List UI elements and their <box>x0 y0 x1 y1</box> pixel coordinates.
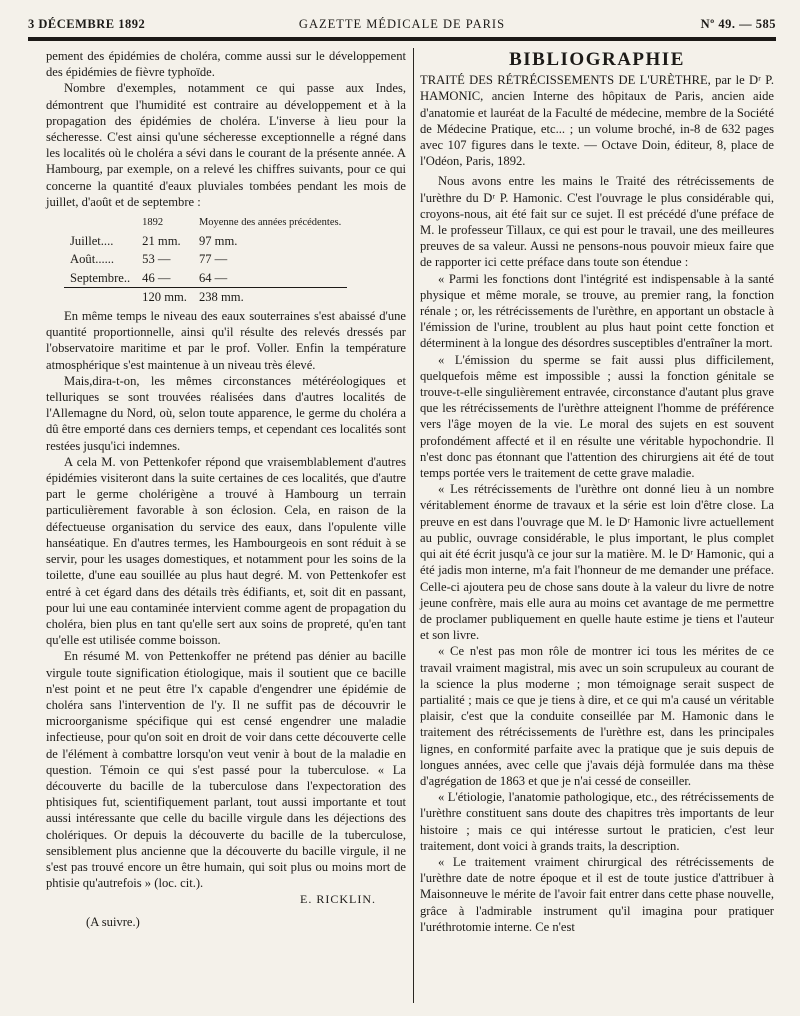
paragraph: pement des épidémies de choléra, comme aussi sur le développement des épidémies de fièvre typhoïde. <box>46 49 406 80</box>
paragraph: « L'émission du sperme se fait aussi plus difficilement, quelquefois même est impossible ; aussi la fonction génitale se trouve-t-elle singulièrement entravée, circonstance d'autant plus grave que les rétrécissements de l'urèthre atteignent l'homme de préférence vers l'âge moyen de la vie. Le moral des sujets en est souvent profondément affecté et il en résulte une véritable hypochondrie. Il n'est donc pas étonnant que l'attention des chirurgiens ait été de tout temps portée vers le traitement de cette grave maladie. <box>420 352 774 481</box>
issue-date: 3 DÉCEMBRE 1892 <box>28 17 146 31</box>
column-divider <box>413 48 414 1003</box>
page-number: Nº 49. — 585 <box>700 17 776 31</box>
table-row: Juillet.... 21 mm. 97 mm. <box>70 234 238 249</box>
paragraph: « L'étiologie, l'anatomie pathologique, etc., des rétrécissements de l'urèthre constituent sans doute des chapitres très importants de leur histoire ; mais ce qui intéresse surtout le praticien, c'est leur traitement, dont voici à grands traits, la description. <box>420 790 774 853</box>
paragraph: En même temps le niveau des eaux souterraines s'est abaissé d'une quantité proportionnelle, ainsi qu'il résulte des relevés dressés par l'observatoire maritime et par le prof. Voller. Enfin la température atmosphérique s'est maintenue à un niveau très élevé. <box>46 309 406 372</box>
paragraph: « Le traitement vraiment chirurgical des rétrécissements de l'urèthre date de notre époque et il est de toute justice d'attribuer à Maisonneuve le mérite de l'avoir fait entrer dans cette phase nouvelle, grâce à l'admirable instrument qu'il imagina pour pratiquer l'uréthrotomie interne. Ce n'est <box>420 854 774 934</box>
table-header-average: Moyenne des années précédentes. <box>198 217 342 229</box>
header-rule <box>28 37 776 41</box>
author-signature: E. RICKLIN. <box>300 892 376 907</box>
paragraph: « Les rétrécissements de l'urèthre ont donné lieu à un nombre véritablement énorme de travaux et la série est loin d'être close. La preuve en est dans l'ouvrage que M. le Dʳ Hamonic livre actuellement au public, ouvrage considérable, le plus important, le plus complet qui ait été écrit jusqu'à ce jour sur la matière. M. le Dʳ Hamonic, qui a été jadis mon interne, m'a fait l'honneur de me demander une préface. Celle-ci ajoutera peu de chose sans doute à la valeur du livre de notre jeune confrère, mais elle aura au moins cet avantage de me permettre de proclamer publiquement en quelle haute estime je tiens et l'auteur et son livre. <box>420 482 774 643</box>
rainfall-table <box>64 214 347 306</box>
paragraph: « Ce n'est pas mon rôle de montrer ici tous les mérites de ce travail vraiment magistral, mis avec un soin scrupuleux au courant de la science la plus moderne ; mon témoignage serait suspect de partialité ; mais ce que je tiens à dire, et ce qui m'a causé un véritable plaisir, c'est que la conduite conseillée par M. Hamonic dans le traitement des rétrécissements de l'urèthre est, dans les principales lignes, en conformité parfaite avec la pratique que je suis depuis de longues années, avec celle que j'avais déjà formulée dans ma thèse d'agrégation de 1863 et que je n'ai cessé de conseiller. <box>420 644 774 788</box>
table-row: Août...... 53 — 77 — <box>70 252 228 267</box>
right-column <box>420 48 774 935</box>
table-header-year: 1892 <box>142 217 164 229</box>
paragraph: En résumé M. von Pettenkoffer ne prétend pas dénier au bacille virgule toute signification étiologique, mais il soutient que ce bacille n'est point et ne peut être l'x capable d'engendrer une épidémie de choléra sans l'intervention de l'y. Il ne suffit pas de découvrir le microorganisme spécifique qui est censé engendrer une maladie infectieuse, pour qu'on soit en droit de voir dans cette découverte celle de l'élément à combattre lorsqu'on veut venir à bout de la maladie en question. Témoin ce qui s'est passé pour la tuberculose. « La découverte du bacille de la tuberculose dans l'expectoration des phtisiques fut, scientifiquement parlant, tout aussi importante et tout aussi intéressante que celle du bacille virgule dans les déjections des cholériques. Or depuis la découverte du bacille de la tuberculose, sensiblement plus ancienne que la découverte du bacille virgule, il ne s'est pas trouvé encore un être humain, qui soit plus ou moins mort de phtisie qu'autrefois » (loc. cit.). <box>46 649 406 891</box>
paragraph: Nous avons entre les mains le Traité des rétrécissements de l'urèthre du Dʳ P. Hamonic. C'est l'ouvrage le plus considérable qui, croyons-nous, ait été fait sur ce sujet. Il est précédé d'une préface de M. le professeur Tillaux, ce qui est pour le travail, une des meilleures preuves de sa valeur. Aussi ne pensons-nous pouvoir mieux faire que de rapporter ici cette préface dans toute son étendue : <box>420 174 774 270</box>
paragraph: Nombre d'exemples, notamment ce qui passe aux Indes, démontrent que l'humidité est contraire au développement et à la propagation des épidémies de choléra. L'inverse à lieu pour la sécheresse. C'est ainsi qu'une sécheresse exceptionnelle a régné dans les localités où le choléra a sévi dans le courant de la présente année. A Hambourg, par exemple, on a relevé les chiffres suivants, pour ce qui concerne la quantité d'eaux pluviales tombées pendant les mois de juillet, d'août et de septembre : <box>46 81 406 209</box>
paragraph: « Parmi les fonctions dont l'intégrité est indispensable à la santé physique et même morale, se trouve, au premier rang, la fonction rénale ; or, les rétrécissements de l'urèthre, en apportant un obstacle à l'émission de l'urine, troublent au plus haut point cette fonction et déterminent à la longue des désordres susceptibles d'entraîner la mort. <box>420 271 774 351</box>
left-column <box>46 48 406 930</box>
table-row: Septembre.. 46 — 64 — <box>70 270 228 285</box>
paragraph: A cela M. von Pettenkofer répond que vraisemblablement d'autres épidémies visiteront dans la suite certaines de ces localités, que d'autre part le germe cholérigène a trouvé à Hambourg un terrain particulièrement favorable à son éclosion. Cela, en raison de la défectueuse organisation du service des eaux, dans l'opulente ville hanséatique. En d'autres termes, les Hambourgeois en sont réduit à se servir, pour les usages domestiques, et notamment pour les soins de la toilette, d'une eau souillée au plus haut degré. M. von Pettenkofer est entré à cet égard dans des détails très édifiants, et, soit dit en passant, pour lui une eau contaminée intervient comme agent de propagation du choléra, bien plus en tant qu'elle sert aux soins de propreté, qu'en tant qu'elle est utilisée comme boisson. <box>46 454 406 648</box>
paragraph: Mais,dira-t-on, les mêmes circonstances météréologiques et telluriques se sont trouvées réalisées dans d'autres localités de l'Allemagne du Nord, où, selon toute apparence, le germe du choléra a dû être emporté dans ces derniers temps, et cependant ces localités sont restées jusqu'ici indemnes. <box>46 373 406 453</box>
journal-title: GAZETTE MÉDICALE DE PARIS <box>298 17 506 31</box>
book-reference: TRAITÉ DES RÉTRÉCISSEMENTS DE L'URÈTHRE, par le Dʳ P. HAMONIC, ancien Interne des hôpitaux de Paris, ancien aide d'anatomie et lauréat de la Faculté de médecine, membre de la Société de Médecine Pratique, etc... ; un volume broché, in-8 de 632 pages avec 107 figures dans le texte. — Octave Doin, éditeur, 8, place de l'Odéon, Paris, 1892. <box>420 73 774 169</box>
to-be-continued: (A suivre.) <box>86 914 140 929</box>
table-total-row: 120 mm. 238 mm. <box>64 287 347 306</box>
section-title: BIBLIOGRAPHIE <box>509 49 685 70</box>
page-header <box>28 14 776 36</box>
